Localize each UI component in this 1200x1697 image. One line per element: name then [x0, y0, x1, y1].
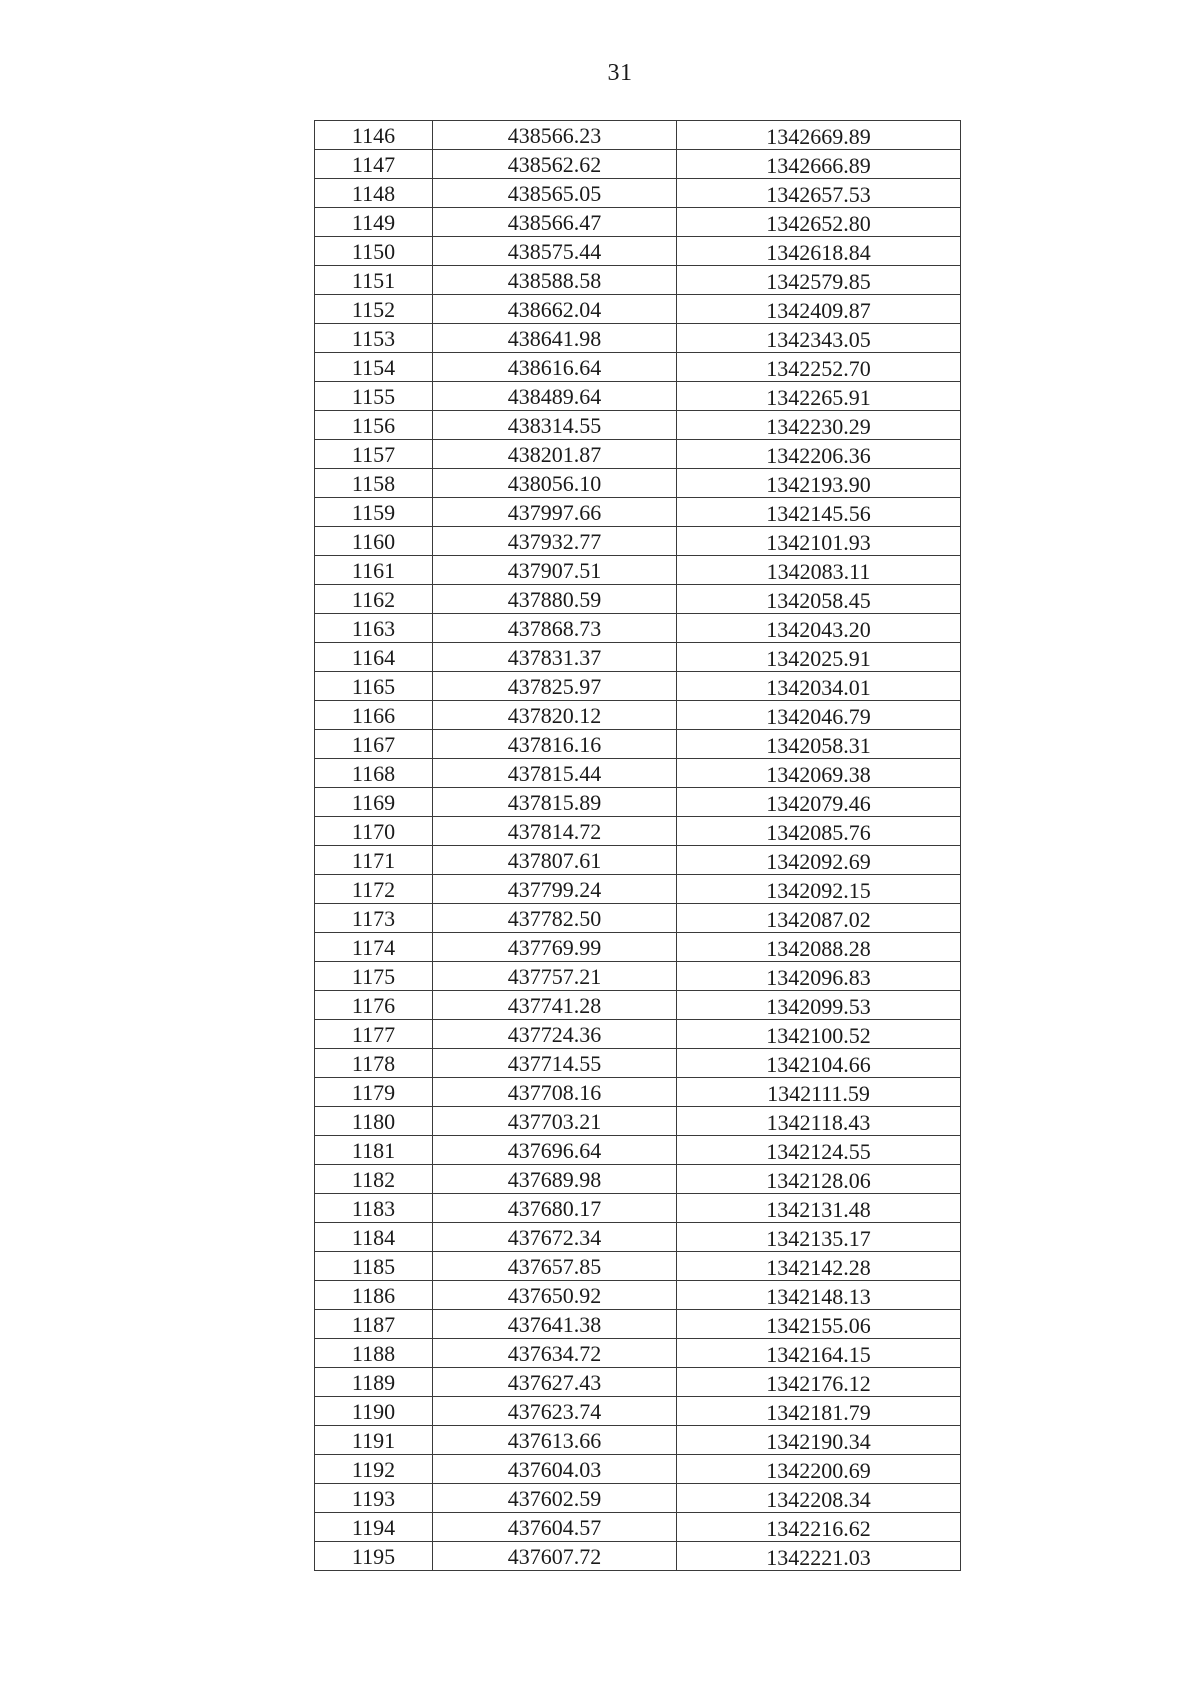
table-row: [315, 585, 961, 614]
table-row: [315, 469, 961, 498]
coordinates-table: [314, 120, 961, 1571]
y-coordinate-cell: 1342190.34: [677, 1426, 961, 1455]
y-coordinate-cell: 1342101.93: [677, 527, 961, 556]
x-coordinate-cell: 437997.66: [433, 498, 677, 527]
y-coordinate-cell: 1342034.01: [677, 672, 961, 701]
x-coordinate-cell: 437815.89: [433, 788, 677, 817]
point-number-cell: 1146: [315, 121, 433, 150]
point-number-cell: 1171: [315, 846, 433, 875]
table-row: [315, 1223, 961, 1252]
x-coordinate-cell: 437757.21: [433, 962, 677, 991]
y-coordinate-cell: 1342265.91: [677, 382, 961, 411]
table-row: [315, 817, 961, 846]
x-coordinate-cell: 437782.50: [433, 904, 677, 933]
x-coordinate-cell: 437714.55: [433, 1049, 677, 1078]
x-coordinate-cell: 437634.72: [433, 1339, 677, 1368]
x-coordinate-cell: 437816.16: [433, 730, 677, 759]
point-number-cell: 1193: [315, 1484, 433, 1513]
table-row: [315, 788, 961, 817]
x-coordinate-cell: 438662.04: [433, 295, 677, 324]
x-coordinate-cell: 437708.16: [433, 1078, 677, 1107]
y-coordinate-cell: 1342230.29: [677, 411, 961, 440]
point-number-cell: 1164: [315, 643, 433, 672]
y-coordinate-cell: 1342176.12: [677, 1368, 961, 1397]
x-coordinate-cell: 437799.24: [433, 875, 677, 904]
point-number-cell: 1194: [315, 1513, 433, 1542]
x-coordinate-cell: 437672.34: [433, 1223, 677, 1252]
y-coordinate-cell: 1342088.28: [677, 933, 961, 962]
x-coordinate-cell: 437880.59: [433, 585, 677, 614]
y-coordinate-cell: 1342252.70: [677, 353, 961, 382]
x-coordinate-cell: 438641.98: [433, 324, 677, 353]
table-row: [315, 324, 961, 353]
table-row: [315, 1020, 961, 1049]
y-coordinate-cell: 1342145.56: [677, 498, 961, 527]
point-number-cell: 1188: [315, 1339, 433, 1368]
y-coordinate-cell: 1342193.90: [677, 469, 961, 498]
x-coordinate-cell: 437680.17: [433, 1194, 677, 1223]
table-row: [315, 1397, 961, 1426]
y-coordinate-cell: 1342652.80: [677, 208, 961, 237]
y-coordinate-cell: 1342104.66: [677, 1049, 961, 1078]
table-row: [315, 933, 961, 962]
point-number-cell: 1160: [315, 527, 433, 556]
point-number-cell: 1158: [315, 469, 433, 498]
table-row: [315, 1513, 961, 1542]
table-row: [315, 875, 961, 904]
x-coordinate-cell: 437604.57: [433, 1513, 677, 1542]
x-coordinate-cell: 438616.64: [433, 353, 677, 382]
x-coordinate-cell: 437689.98: [433, 1165, 677, 1194]
point-number-cell: 1174: [315, 933, 433, 962]
point-number-cell: 1173: [315, 904, 433, 933]
y-coordinate-cell: 1342079.46: [677, 788, 961, 817]
y-coordinate-cell: 1342128.06: [677, 1165, 961, 1194]
x-coordinate-cell: 437814.72: [433, 817, 677, 846]
y-coordinate-cell: 1342579.85: [677, 266, 961, 295]
y-coordinate-cell: 1342657.53: [677, 179, 961, 208]
coordinates-table-body: [315, 121, 961, 1571]
point-number-cell: 1178: [315, 1049, 433, 1078]
table-row: [315, 614, 961, 643]
y-coordinate-cell: 1342200.69: [677, 1455, 961, 1484]
y-coordinate-cell: 1342216.62: [677, 1513, 961, 1542]
x-coordinate-cell: 437820.12: [433, 701, 677, 730]
y-coordinate-cell: 1342025.91: [677, 643, 961, 672]
table-row: [315, 1252, 961, 1281]
x-coordinate-cell: 437741.28: [433, 991, 677, 1020]
table-row: [315, 1426, 961, 1455]
table-row: [315, 237, 961, 266]
y-coordinate-cell: 1342046.79: [677, 701, 961, 730]
point-number-cell: 1169: [315, 788, 433, 817]
y-coordinate-cell: 1342142.28: [677, 1252, 961, 1281]
table-row: [315, 846, 961, 875]
y-coordinate-cell: 1342131.48: [677, 1194, 961, 1223]
y-coordinate-cell: 1342155.06: [677, 1310, 961, 1339]
y-coordinate-cell: 1342111.59: [677, 1078, 961, 1107]
point-number-cell: 1159: [315, 498, 433, 527]
point-number-cell: 1165: [315, 672, 433, 701]
y-coordinate-cell: 1342096.83: [677, 962, 961, 991]
point-number-cell: 1182: [315, 1165, 433, 1194]
y-coordinate-cell: 1342118.43: [677, 1107, 961, 1136]
point-number-cell: 1192: [315, 1455, 433, 1484]
x-coordinate-cell: 437769.99: [433, 933, 677, 962]
point-number-cell: 1156: [315, 411, 433, 440]
y-coordinate-cell: 1342069.38: [677, 759, 961, 788]
x-coordinate-cell: 437607.72: [433, 1542, 677, 1571]
x-coordinate-cell: 437932.77: [433, 527, 677, 556]
y-coordinate-cell: 1342092.69: [677, 846, 961, 875]
table-row: [315, 498, 961, 527]
point-number-cell: 1163: [315, 614, 433, 643]
table-row: [315, 266, 961, 295]
point-number-cell: 1177: [315, 1020, 433, 1049]
y-coordinate-cell: 1342124.55: [677, 1136, 961, 1165]
table-row: [315, 1484, 961, 1513]
point-number-cell: 1167: [315, 730, 433, 759]
y-coordinate-cell: 1342206.36: [677, 440, 961, 469]
x-coordinate-cell: 437807.61: [433, 846, 677, 875]
point-number-cell: 1149: [315, 208, 433, 237]
y-coordinate-cell: 1342043.20: [677, 614, 961, 643]
table-row: [315, 411, 961, 440]
point-number-cell: 1176: [315, 991, 433, 1020]
x-coordinate-cell: 438566.47: [433, 208, 677, 237]
y-coordinate-cell: 1342087.02: [677, 904, 961, 933]
x-coordinate-cell: 438588.58: [433, 266, 677, 295]
x-coordinate-cell: 438201.87: [433, 440, 677, 469]
point-number-cell: 1155: [315, 382, 433, 411]
table-row: [315, 1542, 961, 1571]
x-coordinate-cell: 438314.55: [433, 411, 677, 440]
table-row: [315, 353, 961, 382]
page-number: 31: [607, 60, 633, 86]
point-number-cell: 1195: [315, 1542, 433, 1571]
table-row: [315, 1281, 961, 1310]
x-coordinate-cell: 437627.43: [433, 1368, 677, 1397]
x-coordinate-cell: 438566.23: [433, 121, 677, 150]
table-row: [315, 1368, 961, 1397]
y-coordinate-cell: 1342135.17: [677, 1223, 961, 1252]
point-number-cell: 1184: [315, 1223, 433, 1252]
y-coordinate-cell: 1342208.34: [677, 1484, 961, 1513]
point-number-cell: 1191: [315, 1426, 433, 1455]
table-row: [315, 1194, 961, 1223]
point-number-cell: 1154: [315, 353, 433, 382]
table-row: [315, 179, 961, 208]
table-row: [315, 991, 961, 1020]
point-number-cell: 1170: [315, 817, 433, 846]
point-number-cell: 1181: [315, 1136, 433, 1165]
point-number-cell: 1152: [315, 295, 433, 324]
point-number-cell: 1183: [315, 1194, 433, 1223]
table-row: [315, 904, 961, 933]
y-coordinate-cell: 1342083.11: [677, 556, 961, 585]
x-coordinate-cell: 438489.64: [433, 382, 677, 411]
point-number-cell: 1168: [315, 759, 433, 788]
table-row: [315, 295, 961, 324]
y-coordinate-cell: 1342058.45: [677, 585, 961, 614]
x-coordinate-cell: 438575.44: [433, 237, 677, 266]
y-coordinate-cell: 1342164.15: [677, 1339, 961, 1368]
x-coordinate-cell: 437696.64: [433, 1136, 677, 1165]
point-number-cell: 1175: [315, 962, 433, 991]
x-coordinate-cell: 437815.44: [433, 759, 677, 788]
x-coordinate-cell: 437868.73: [433, 614, 677, 643]
y-coordinate-cell: 1342221.03: [677, 1542, 961, 1571]
table-row: [315, 440, 961, 469]
table-row: [315, 1339, 961, 1368]
table-row: [315, 150, 961, 179]
point-number-cell: 1185: [315, 1252, 433, 1281]
point-number-cell: 1153: [315, 324, 433, 353]
x-coordinate-cell: 437657.85: [433, 1252, 677, 1281]
table-row: [315, 1107, 961, 1136]
y-coordinate-cell: 1342666.89: [677, 150, 961, 179]
x-coordinate-cell: 437825.97: [433, 672, 677, 701]
table-row: [315, 759, 961, 788]
point-number-cell: 1179: [315, 1078, 433, 1107]
y-coordinate-cell: 1342148.13: [677, 1281, 961, 1310]
table-row: [315, 1049, 961, 1078]
table-row: [315, 962, 961, 991]
x-coordinate-cell: 437831.37: [433, 643, 677, 672]
table-row: [315, 643, 961, 672]
y-coordinate-cell: 1342409.87: [677, 295, 961, 324]
point-number-cell: 1148: [315, 179, 433, 208]
point-number-cell: 1172: [315, 875, 433, 904]
point-number-cell: 1180: [315, 1107, 433, 1136]
table-row: [315, 701, 961, 730]
table-row: [315, 527, 961, 556]
x-coordinate-cell: 438565.05: [433, 179, 677, 208]
y-coordinate-cell: 1342085.76: [677, 817, 961, 846]
y-coordinate-cell: 1342669.89: [677, 121, 961, 150]
table-row: [315, 208, 961, 237]
point-number-cell: 1189: [315, 1368, 433, 1397]
point-number-cell: 1186: [315, 1281, 433, 1310]
y-coordinate-cell: 1342181.79: [677, 1397, 961, 1426]
x-coordinate-cell: 437641.38: [433, 1310, 677, 1339]
table-row: [315, 1078, 961, 1107]
y-coordinate-cell: 1342058.31: [677, 730, 961, 759]
x-coordinate-cell: 437613.66: [433, 1426, 677, 1455]
point-number-cell: 1162: [315, 585, 433, 614]
point-number-cell: 1161: [315, 556, 433, 585]
table-row: [315, 556, 961, 585]
y-coordinate-cell: 1342099.53: [677, 991, 961, 1020]
x-coordinate-cell: 437724.36: [433, 1020, 677, 1049]
point-number-cell: 1190: [315, 1397, 433, 1426]
x-coordinate-cell: 437703.21: [433, 1107, 677, 1136]
point-number-cell: 1157: [315, 440, 433, 469]
x-coordinate-cell: 437907.51: [433, 556, 677, 585]
x-coordinate-cell: 438562.62: [433, 150, 677, 179]
x-coordinate-cell: 438056.10: [433, 469, 677, 498]
point-number-cell: 1166: [315, 701, 433, 730]
y-coordinate-cell: 1342618.84: [677, 237, 961, 266]
point-number-cell: 1151: [315, 266, 433, 295]
table-row: [315, 730, 961, 759]
x-coordinate-cell: 437650.92: [433, 1281, 677, 1310]
x-coordinate-cell: 437623.74: [433, 1397, 677, 1426]
point-number-cell: 1150: [315, 237, 433, 266]
y-coordinate-cell: 1342343.05: [677, 324, 961, 353]
point-number-cell: 1187: [315, 1310, 433, 1339]
table-row: [315, 121, 961, 150]
table-row: [315, 1310, 961, 1339]
table-row: [315, 672, 961, 701]
table-row: [315, 1455, 961, 1484]
table-row: [315, 1165, 961, 1194]
y-coordinate-cell: 1342100.52: [677, 1020, 961, 1049]
x-coordinate-cell: 437604.03: [433, 1455, 677, 1484]
table-row: [315, 1136, 961, 1165]
point-number-cell: 1147: [315, 150, 433, 179]
x-coordinate-cell: 437602.59: [433, 1484, 677, 1513]
y-coordinate-cell: 1342092.15: [677, 875, 961, 904]
table-row: [315, 382, 961, 411]
